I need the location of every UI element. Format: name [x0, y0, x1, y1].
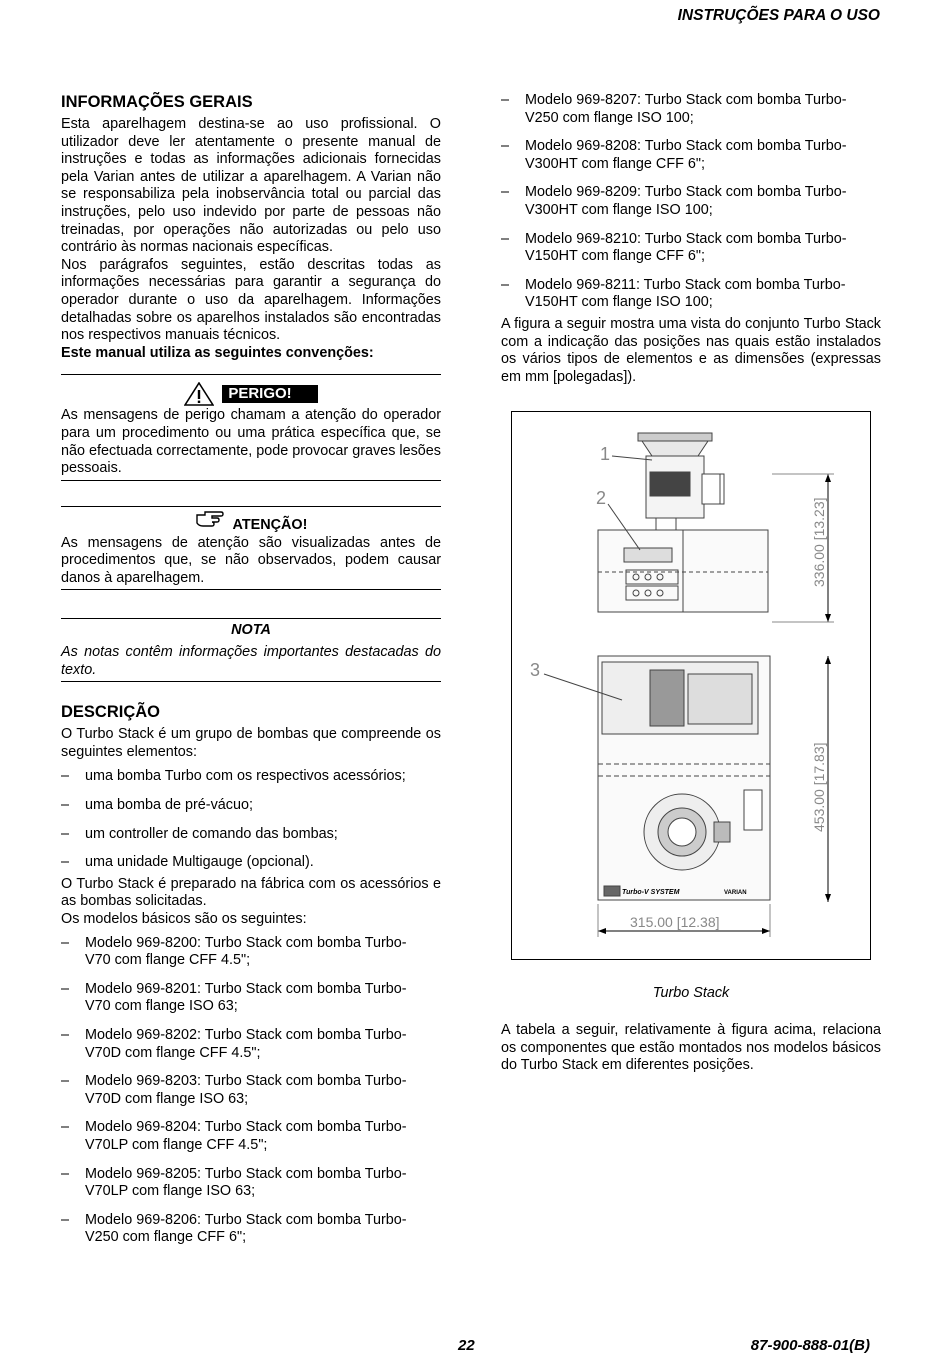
warning-triangle-icon	[184, 382, 214, 406]
left-column	[61, 92, 441, 1258]
list-item: – Modelo 969-8200: Turbo Stack com bomba Turbo-V70 com flange CFF 4.5";	[61, 935, 423, 970]
callout-1: 1	[600, 444, 611, 464]
list-item: – Modelo 969-8211: Turbo Stack com bomba Turbo-V150HT com flange ISO 100;	[501, 277, 863, 312]
paragraph-models-intro: Os modelos básicos são os seguintes:	[61, 911, 307, 927]
page-header: INSTRUÇÕES PARA O USO	[677, 7, 880, 24]
turbo-stack-figure	[511, 411, 871, 960]
paragraph-factory: O Turbo Stack é preparado na fábrica com os acessórios e as bombas solicitadas.	[61, 875, 441, 910]
brand-label: VARIAN	[724, 890, 747, 896]
callout-2: 2	[596, 488, 607, 508]
list-item: – Modelo 969-8208: Turbo Stack com bomba Turbo-V300HT com flange CFF 6";	[501, 138, 863, 173]
list-item: – Modelo 969-8204: Turbo Stack com bomba Turbo-V70LP com flange CFF 4.5";	[61, 1119, 423, 1154]
list-item: – Modelo 969-8210: Turbo Stack com bomba Turbo-V150HT com flange CFF 6";	[501, 231, 863, 266]
pointing-hand-icon	[195, 509, 225, 529]
paragraph-figure-intro: A figura a seguir mostra uma vista do conjunto Turbo Stack com a indicação das posições nas quais estão instalados os vários tipos de elementos e as dimensões (expressas em mm [polegadas]).	[501, 315, 881, 385]
note-text: As notas contêm informações importantes destacadas do texto.	[61, 644, 441, 678]
brand-system-label: Turbo-V SYSTEM	[622, 889, 680, 896]
section-heading-description: DESCRIÇÃO	[61, 703, 161, 722]
note-label: NOTA	[231, 622, 271, 639]
paragraph-table-intro: A tabela a seguir, relativamente à figura acima, relaciona os componentes que estão montados nos modelos básicos do Turbo Stack em diferentes posições.	[501, 1022, 881, 1074]
paragraph-conventions: Este manual utiliza as seguintes convenções:	[61, 344, 374, 361]
attention-label: ATENÇÃO!	[232, 517, 308, 534]
page-number: 22	[458, 1337, 475, 1354]
dimension-height-top: 336.00 [13.23]	[811, 497, 827, 587]
models-list-left	[61, 935, 423, 1247]
models-list-right	[501, 92, 863, 312]
list-item: – Modelo 969-8203: Turbo Stack com bomba Turbo-V70D com flange ISO 63;	[61, 1073, 423, 1108]
dimension-height-base: 453.00 [17.83]	[811, 742, 827, 832]
list-item: – um controller de comando das bombas;	[61, 826, 441, 844]
section-heading-general: INFORMAÇÕES GERAIS	[61, 93, 253, 111]
document-number: 87-900-888-01(B)	[750, 1337, 870, 1354]
list-item: – Modelo 969-8207: Turbo Stack com bomba Turbo-V250 com flange ISO 100;	[501, 92, 863, 127]
list-item: – uma unidade Multigauge (opcional).	[61, 854, 441, 872]
list-item: – Modelo 969-8205: Turbo Stack com bomba Turbo-V70LP com flange ISO 63;	[61, 1166, 423, 1201]
list-item: – Modelo 969-8206: Turbo Stack com bomba Turbo-V250 com flange CFF 6";	[61, 1212, 423, 1247]
danger-heading	[61, 381, 441, 407]
list-item: – uma bomba de pré-vácuo;	[61, 797, 441, 815]
paragraph-safety: Nos parágrafos seguintes, estão descritas todas as informações necessárias para garantir a segurança do operador durante o uso da aparelhagem. Informações detalhadas sobre os aparelhos instalados são encontradas nos respectivos manuais técnicos.	[61, 256, 441, 344]
list-item: – Modelo 969-8209: Turbo Stack com bomba Turbo-V300HT com flange ISO 100;	[501, 184, 863, 219]
figure-caption: Turbo Stack	[652, 985, 730, 1001]
list-item: – Modelo 969-8202: Turbo Stack com bomba Turbo-V70D com flange CFF 4.5";	[61, 1027, 423, 1062]
callout-3: 3	[530, 660, 541, 680]
paragraph-description: O Turbo Stack é um grupo de bombas que compreende os seguintes elementos:	[61, 726, 441, 760]
elements-list	[61, 768, 441, 871]
right-column	[501, 92, 881, 386]
danger-label: PERIGO!	[222, 385, 317, 403]
list-item: – Modelo 969-8201: Turbo Stack com bomba Turbo-V70 com flange ISO 63;	[61, 981, 423, 1016]
attention-heading	[61, 507, 441, 535]
right-bottom-text	[501, 1022, 881, 1075]
list-item: – uma bomba Turbo com os respectivos acessórios;	[61, 768, 441, 786]
attention-text: As mensagens de atenção são visualizadas antes de procedimentos que, se não observados, podem causar danos à aparelhagem.	[61, 534, 441, 586]
turbo-stack-drawing	[512, 412, 870, 959]
danger-text: As mensagens de perigo chamam a atenção do operador para um procedimento ou uma prática específica que, se não efectuada correctamente, pode provocar graves lesões pessoais.	[61, 407, 441, 477]
dimension-width: 315.00 [12.38]	[630, 914, 720, 930]
paragraph-intro: Esta aparelhagem destina-se ao uso profissional. O utilizador deve ler atentamente o presente manual de instruções e todas as informações adicionais fornecidas pela Varian antes de utilizar a aparelhagem. A Varian não se responsabiliza pela inobservância total ou parcial das instruções, pelo uso indevido por parte de pessoas não treinadas, por operações não autorizadas ou pelo uso contrário às normas nacionais específicas.	[61, 116, 441, 256]
